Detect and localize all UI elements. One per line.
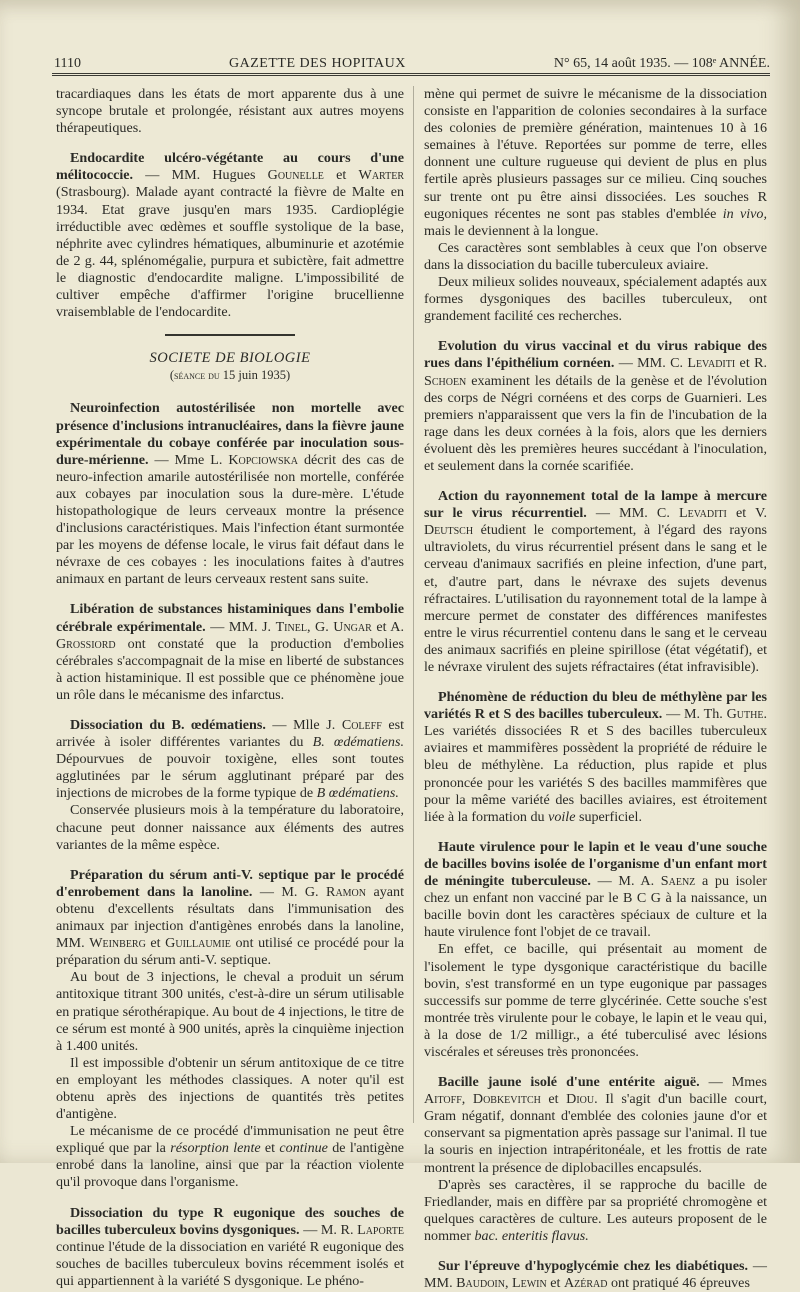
article-liberation: Libération de substances histaminiques dans l'embolie cérébrale expérimentale. — MM. J. Tinel, G. Ungar et A. Grossiord ont constaté que la production d'embolies cérébrales s'accompagnait de la mise en liberté de substances à action histaminique. Il est possible que ce phénomène joue un rôle dans le mécanisme des infarctus. <box>56 601 404 703</box>
section-date: (séance du 15 juin 1935) <box>169 368 291 383</box>
issue-info: N° 65, 14 août 1935. — 108ᵉ ANNÉE. <box>553 56 770 71</box>
author-name: Ungar <box>333 618 372 635</box>
article-heading: Bacille jaune isolé d'une entérite aiguë. <box>438 1074 700 1091</box>
article-heading: Phénomène de réduction du bleu de méthylène par les variétés R et S des bacilles tuberculeux. <box>424 689 767 723</box>
article-epreuve-hypoglycemie: Sur l'épreuve d'hypoglycémie chez les diabétiques. — MM. Baudoin, Lewin et Azérad ont pratiqué 46 épreuves <box>424 1258 767 1292</box>
author-name: Schoen <box>424 372 467 389</box>
page-header <box>40 40 770 72</box>
paragraph: Conservée plusieurs mois à la température du laboratoire, chacune peut donner naissance aux éléments des autres variantes de la même espèce. <box>56 802 404 853</box>
article-continuation <box>56 86 404 137</box>
author-name: Levaditi <box>687 355 736 372</box>
paragraph: mène qui permet de suivre le mécanisme de la dissociation consiste en l'apparition de colonies secondaires à la surface des colonies de première génération, maintenues 10 à 16 semaines à l'étuve. Reportées sur pomme de terre, elles donnent une culture rugueuse qui devient de plus en plus fertile après plusieurs passages sur ce milieu. Cinq souches sur trente ont pu être ainsi dissociées. Les souches R eugoniques récentes ne sont pas stables d'emblée in vivo, mais le deviennent à la longue. <box>424 86 768 239</box>
author-name: Diou <box>566 1091 595 1108</box>
journal-title: GAZETTE DES HOPITAUX <box>229 56 406 71</box>
author-name: Dobkevitch <box>472 1091 541 1108</box>
section-title: SOCIETE DE BIOLOGIE <box>149 350 311 367</box>
author-name: Guillaumie <box>165 935 231 952</box>
author-name: Laporte <box>357 1221 404 1238</box>
article-heading: Sur l'épreuve d'hypoglycémie chez les diabétiques. <box>438 1258 749 1274</box>
article-action-rayonnement: Action du rayonnement total de la lampe à mercure sur le virus récurrentiel. — MM. C. Levaditi et V. Deutsch étudient le comportement, à l'égard des rayons ultraviolets, du virus récurrentiel présent dans le sang et le cerveau d'animaux sacrifiés en pleine infection, d'une part, et, d'autre part, dans le névraxe des sujets devenus réfractaires. L'utilisation du rayonnement total de la lampe à mercure permet de constater des différences manifestes entre le virus récurrentiel contenu dans le sang et le cerveau des animaux sacrifiés en pleine spirillose (état végétatif), et le névraxe virulent des sujets réfractaires (état infravisible). <box>424 488 767 675</box>
author-name: Warter <box>358 167 404 184</box>
column-divider <box>413 86 414 1123</box>
article-phenomene-reduction: Phénomène de réduction du bleu de méthylène par les variétés R et S des bacilles tuberculeux. — M. Th. Guthe. Les variétés dissociées R et S des bacilles tuberculeux aviaires et mammifères possèdent la propriété de réduire le bleu de méthylène. La réduction, plus rapide et plus prononcée pour les variétés S des bacilles mammifères que pour la même variété des bacilles aviaires, est étroitement liée à la formation du voile superficiel. <box>424 689 767 825</box>
author-name: Tinel <box>275 618 307 635</box>
article-continuation <box>424 86 767 325</box>
article-heading: Libération de substances histaminiques dans l'embolie cérébrale expérimentale. <box>56 601 404 635</box>
author-name: Grossiord <box>56 635 116 652</box>
article-heading: Endocardite ulcéro-végétante au cours d'une mélitococcie. <box>56 150 404 184</box>
left-column <box>56 86 405 1289</box>
author-name: Ramon <box>326 883 367 900</box>
author-name: Kopciowska <box>228 451 298 468</box>
article-preparation-serum: Préparation du sérum anti-V. septique par le procédé d'enrobement dans la lanoline. — M. G. Ramon ayant obtenu d'excellents résultats dans l'immunisation des animaux par injection d'antigènes enrobés dans la lanoline, MM. Weinberg et Guillaumie ont utilisé ce procédé pour la préparation du sérum anti-V. septique. Au bout de 3 injections, le cheval a produit un sérum antitoxique titrant 300 unités, c'est-à-dire un sérum utilisable en pratique sérothérapique. Au bout de 4 injections, le titre de ce sérum est monté à 900 unités, après la cinquième injection à 1.400 unités. Il est impossible d'obtenir un sérum antitoxique de ce titre en employant les méthodes classiques. A noter qu'il est obtenu après des injections de quantités très petites d'antigène. Le mécanisme de ce procédé d'immunisation ne peut être expliqué que par la résorption lente et continue de l'antigène enrobé dans la lanoline, ainsi que par la réaction violente qu'il provoque dans l'organisme. <box>56 866 405 1191</box>
author-name: Deutsch <box>424 522 474 539</box>
article-haute-virulence: Haute virulence pour le lapin et le veau d'une souche de bacilles bovins isolée de l'organisme d'un enfant mort de méningite tuberculeuse. — M. A. Saenz a pu isoler chez un enfant non vacciné par le B C G à la naissance, un bacille bovin dont les caractères spéciaux de culture et la haute virulence font l'objet de ce travail. En effet, ce bacille, qui présentait au moment de l'isolement le type dysgonique caractéristique du bacille bovin, s'est transformé en un type eugonique par passages successifs sur pomme de terre glycérinée. Cette souche s'est montrée très virulente pour le cobaye, le lapin et le veau qui, à la dose de 1/2 milligr., a été tuberculisé avec lésions viscérales et séreuses très prononcées. <box>424 838 767 1060</box>
paragraph: Ces caractères sont semblables à ceux que l'on observe dans la dissociation du bacille tuberculeux aviaire. <box>424 239 767 273</box>
article-dissociation-type-r: Dissociation du type R eugonique des souches de bacilles tuberculeux bovins dysgoniques. — M. R. Laporte continue l'étude de la dissociation en variété R eugonique des souches de bacilles tuberculeux bovins récemment isolés et qui appartiennent à la variété S dysgonique. Le phéno- <box>56 1204 404 1289</box>
author-name: Guthe <box>726 706 764 723</box>
article-heading: Dissociation du type R eugonique des souches de bacilles tuberculeux bovins dysgoniques. <box>56 1204 404 1238</box>
article-dissociation-oedematiens: Dissociation du B. œdématiens. — Mlle J. Coleff est arrivée à isoler différentes variantes du B. œdématiens. Dépourvues de pouvoir toxigène, elles sont toutes agglutinées par le sérum agglutinant préparé par des injections de microbes de la forme typique de B œdématiens. Conservée plusieurs mois à la température du laboratoire, chacune peut donner naissance aux éléments des autres variantes de la même espèce. <box>56 717 404 853</box>
paragraph: En effet, ce bacille, qui présentait au moment de l'isolement le type dysgonique caractéristique du bacille bovin, s'est transformé en un type eugonique par passages successifs sur pomme de terre glycérinée. Cette souche s'est montrée très virulente pour le cobaye, le lapin et le veau qui, à la dose de 1/2 milligr., a été tuberculisé avec lésions viscérales et séreuses très prononcées. <box>424 941 767 1060</box>
article-evolution-virus: Evolution du virus vaccinal et du virus rabique des rues dans l'épithélium cornéen. — MM. C. Levaditi et R. Schoen examinent les détails de la genèse et de l'évolution des corps de Négri cornéens et des corps de Guarnieri. Les premiers n'apparaissent que vers la fin de l'incubation de la rage dans les deux cornées à la fois, alors que les derniers évoluent dès les premières heures succédant à l'inoculation, et seulement dans la cornée scarifiée. <box>424 338 767 474</box>
article-heading: Action du rayonnement total de la lampe à mercure sur le virus récurrentiel. <box>424 488 767 522</box>
author-name: Baudoin <box>456 1275 505 1292</box>
author-name: Saenz <box>660 873 696 890</box>
paragraph: Le mécanisme de ce procédé d'immunisation ne peut être expliqué que par la résorption lente et continue de l'antigène enrobé dans la lanoline, ainsi que par la réaction violente qu'il provoque dans l'organisme. <box>56 1123 405 1191</box>
header-rule <box>52 73 770 76</box>
article-endocardite: Endocardite ulcéro-végétante au cours d'une mélitococcie. — MM. Hugues Gounelle et Warter (Strasbourg). Malade ayant contracté la fièvre de Malte en 1934. Etat grave jusqu'en mars 1935. Cardioplégie irréductible avec œdèmes et souffle systolique de la base, néphrite avec cylindres hématiques, albuminurie et azotémie de 2 g. 44, splénomégalie, purpura et subictère, fait admettre le diagnostic d'endocardite maligne. L'impossibilité de cultiver empêche d'affirmer l'origine brucellienne vraisemblable de l'endocardite. <box>56 150 404 321</box>
paragraph: D'après ses caractères, il se rapproche du bacille de Friedlander, mais en diffère par sa propriété chromogène et quelques caractères de culture. Les auteurs proposent de le nommer bac. enteritis flavus. <box>424 1176 767 1244</box>
article-heading: Evolution du virus vaccinal et du virus rabique des rues dans l'épithélium cornéen. <box>424 338 767 372</box>
article-heading: Neuroinfection autostérilisée non mortelle avec présence d'inclusions intranucléaires, dans la fièvre jaune expérimentale du cobaye conférée par inoculation sous-dure-mérienne. <box>56 400 404 468</box>
section-separator <box>165 334 295 336</box>
paragraph: Il est impossible d'obtenir un sérum antitoxique de ce titre en employant les méthodes classiques. A noter qu'il est obtenu après des injections de quantités très petites d'antigène. <box>56 1054 404 1123</box>
author-name: Lewin <box>512 1275 547 1292</box>
author-name: Levaditi <box>679 505 727 522</box>
paragraph: tracardiaques dans les états de mort apparente dus à une syncope brutale et prolongée, résistant aux autres moyens thérapeutiques. <box>56 86 404 137</box>
author-name: Aitoff <box>424 1091 462 1108</box>
page-number: 1110 <box>54 56 81 71</box>
paragraph: Au bout de 3 injections, le cheval a produit un sérum antitoxique titrant 300 unités, c'est-à-dire un sérum utilisable en pratique sérothérapique. Au bout de 4 injections, le titre de ce sérum est monté à 900 unités, après la cinquième injection à 1.400 unités. <box>56 969 404 1054</box>
author-name: Azérad <box>563 1275 608 1292</box>
author-name: Gounelle <box>267 167 324 184</box>
article-heading: Haute virulence pour le lapin et le veau d'une souche de bacilles bovins isolée de l'organisme d'un enfant mort de méningite tuberculeuse. <box>424 838 767 890</box>
author-name: Weinberg <box>89 935 146 952</box>
author-name: Coleff <box>341 717 382 733</box>
article-neuroinfection: Neuroinfection autostérilisée non mortelle avec présence d'inclusions intranucléaires, dans la fièvre jaune expérimentale du cobaye conférée par inoculation sous-dure-mérienne. — Mme L. Kopciowska décrit des cas de neuro-infection amarile autostérilisée non mortelle, conférée aux cobayes par inoculation sous la dure-mère. L'étude histopathologique de leurs cerveaux montre la présence d'inclusions caractéristiques. Mais l'infection étant surmontée par les moyens de défense locale, le virus fait défaut dans le névraxe de ces cobayes : les inoculations faites à d'autres animaux en partant de leurs cerveaux restent sans suite. <box>56 400 404 588</box>
article-bacille-jaune: Bacille jaune isolé d'une entérite aiguë. — Mmes Aitoff, Dobkevitch et Diou. Il s'agit d'un bacille court, Gram négatif, donnant d'emblée des colonies jaune d'or et conservant sa pigmentation après passage sur l'animal. Il tue la souris en injection intrapéritonéale, et les frottis de rate montrent la présence de diplobacilles encapsulés. D'après ses caractères, il se rapproche du bacille de Friedlander, mais en diffère par sa propriété chromogène et quelques caractères de culture. Les auteurs proposent de le nommer bac. enteritis flavus. <box>424 1074 768 1244</box>
right-column <box>424 86 768 1292</box>
paragraph: Deux milieux solides nouveaux, spécialement adaptés aux formes dysgoniques des bacilles tuberculeux, ont grandement facilité ces recherches. <box>424 274 767 325</box>
article-heading: Préparation du sérum anti-V. septique par le procédé d'enrobement dans la lanoline. <box>56 866 404 900</box>
article-heading: Dissociation du B. œdématiens. <box>70 717 266 733</box>
